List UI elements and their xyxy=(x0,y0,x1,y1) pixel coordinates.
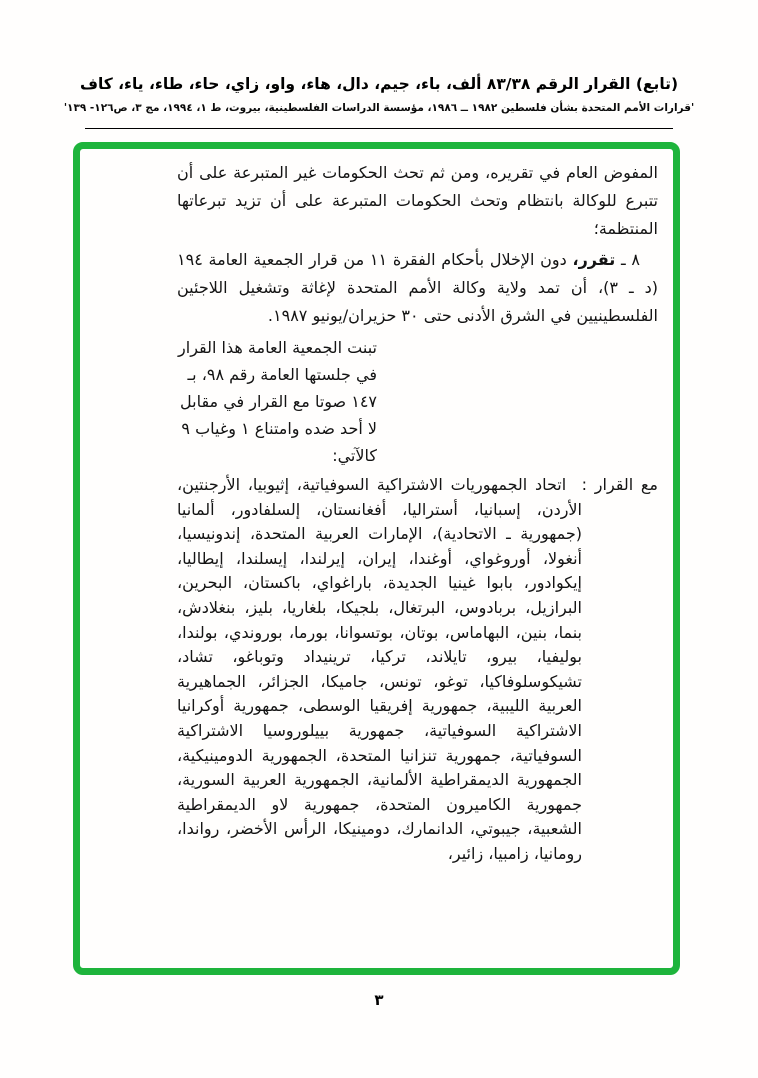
vote-with-countries: اتحاد الجمهوريات الاشتراكية السوفياتية، إثيوبيا، الأرجنتين، الأردن، إسبانيا، أستراليا، أفغانستان، إلسلفادور، ألمانيا (جمهورية ـ الاتحادية)، الإمارات العربية المتحدة، إندونيسيا، أنغولا، أوروغواي، أوغندا، إيران، إيرلندا، إيسلندا، إيطاليا، إيكوادور، بابوا غينيا الجديدة، باراغواي، باكستان، البحرين، البرازيل، بربادوس، البرتغال، بلجيكا، بلغاريا، بليز، بنغلادش، بنما، بنين، البهاماس، بوتان، بوتسوانا، بورما، بوروندي، بولندا، بوليفيا، بيرو، تايلاند، تركيا، ترينيداد وتوباغو، تشاد، تشيكوسلوفاكيا، توغو، تونس، جاميكا، الجزائر، الجماهيرية العربية الليبية، جمهورية إفريقيا الوسطى، جمهورية أوكرانيا الاشتراكية السوفياتية، جمهورية بييلوروسيا الاشتراكية السوفياتية، جمهورية تنزانيا المتحدة، الجمهورية الدومينيكية، الجمهورية الديمقراطية الألمانية، الجمهورية العربية السورية، جمهورية الكاميرون المتحدة، جمهورية لاو الديمقراطية الشعبية، جيبوتي، الدانمارك، دومينيكا، الرأس الأخضر، رواندا، رومانيا، زامبيا، زائير، xyxy=(177,475,582,863)
adoption-note: تبنت الجمعية العامة هذا القرار في جلستها العامة رقم ٩٨، بـ ١٤٧ صوتا مع القرار في مقابل لا أحد ضده وامتناع ١ وغياب ٩ كالآتي: xyxy=(178,338,377,465)
resolution-title: (تابع) القرار الرقم ٨٣/٣٨ ألف، باء، جيم، دال، هاء، واو، زاي، حاء، طاء، ياء، كاف xyxy=(79,75,679,93)
text-column xyxy=(177,159,658,870)
vote-with-label: مع القرار : xyxy=(566,475,659,494)
resolution-frame xyxy=(73,142,680,975)
paragraph-continuation: المفوض العام في تقريره، ومن ثم تحث الحكومات غير المتبرعة على أن تتبرع للوكالة بانتظام وتحث الحكومات المتبرعة على أن تزيد تبرعاتها المنتظمة؛ xyxy=(177,163,658,238)
vote-with-paragraph xyxy=(177,473,658,867)
page-number: ٣ xyxy=(374,991,384,1009)
paragraph-item-8 xyxy=(177,246,658,330)
source-citation: 'قرارات الأمم المتحدة بشأن فلسطين ١٩٨٢ ــ ١٩٨٦، مؤسسة الدراسات الفلسطينية، بيروت، ط ١، ١٩٩٤، مج ٣، ص١٢٦- ١٣٩' xyxy=(63,102,695,114)
item-8-keyword: تقرر، xyxy=(572,250,616,269)
item-8-number: ٨ ـ xyxy=(615,250,641,269)
document-header xyxy=(40,72,718,117)
header-divider xyxy=(85,128,673,129)
item-8-text: دون الإخلال بأحكام الفقرة ١١ من قرار الجمعية العامة ١٩٤ (د ـ ٣)، أن تمد ولاية وكالة الأمم المتحدة لإغاثة وتشغيل اللاجئين الفلسطينيين في الشرق الأدنى حتى ٣٠ حزيران/يونيو ١٩٨٧. xyxy=(177,250,658,325)
